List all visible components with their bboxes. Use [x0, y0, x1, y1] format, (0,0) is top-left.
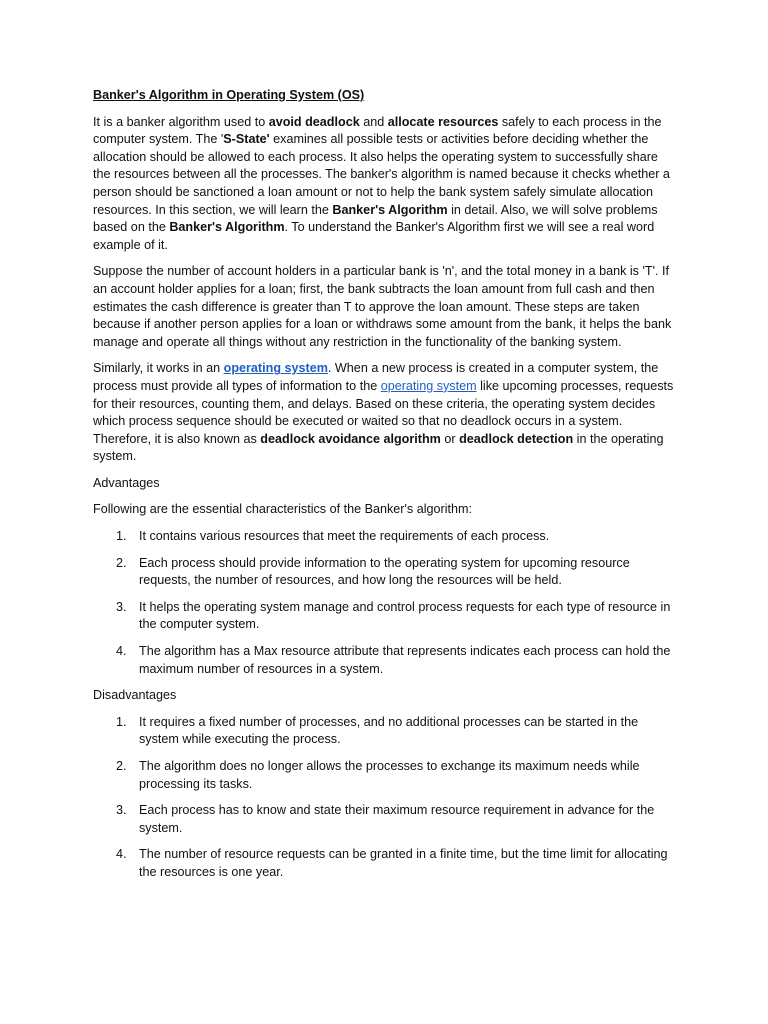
operating-system-link[interactable]: operating system [380, 378, 477, 393]
text-run: like upcoming processes, requests for their resources, counting them, and delays. Based on these criteria, the operating system decides which process sequence should be executed or waited so that no deadlock occurs in a system. Therefore, it is also known as [93, 378, 674, 446]
list-number: 3. [116, 803, 127, 818]
list-item [93, 555, 674, 590]
example-paragraph: Suppose the number of account holders in a particular bank is 'n', and the total money in a bank is 'T'. If an account holder applies for a loan; first, the bank subtracts the loan amount from full cash and then estimates the cash difference is greater than T to approve the loan amount. These steps are taken because if another person applies for a loan or withdraws some amount from the bank, it helps the bank manage and operate all things without any restriction in the functionality of the banking system. [93, 264, 672, 349]
advantages-list [93, 528, 674, 678]
list-item-text: It helps the operating system manage and control process requests for each type of resource in the computer system. [139, 599, 671, 632]
disadvantages-list [93, 714, 674, 882]
advantages-heading: Advantages [93, 475, 160, 490]
list-item [93, 846, 674, 881]
document-title: Banker's Algorithm in Operating System (OS) [93, 88, 365, 102]
advantages-intro: Following are the essential characteristics of the Banker's algorithm: [93, 502, 472, 517]
text-run: Similarly, it works in an [93, 361, 224, 376]
list-number: 2. [116, 759, 127, 773]
bold-deadlock-detection: deadlock detection [459, 431, 574, 446]
list-item [93, 643, 674, 678]
list-number: 2. [116, 555, 127, 570]
list-number: 4. [116, 847, 127, 862]
list-item [93, 758, 674, 793]
list-item [93, 714, 674, 749]
text-run: . When a new process is created in a computer system, the process must provide all types of information to the [93, 361, 659, 393]
os-paragraph [93, 360, 674, 466]
list-number: 1. [116, 529, 127, 544]
list-number: 4. [116, 644, 127, 659]
list-number: 1. [116, 714, 127, 729]
text-run: safely to each process in the computer system. The ' [93, 114, 662, 147]
bold-allocate-resources: allocate resources [387, 114, 499, 129]
list-item-text: It contains various resources that meet the requirements of each process. [139, 529, 550, 544]
bold-s-state: S-State' [223, 132, 270, 147]
list-item-text: The algorithm does no longer allows the processes to exchange its maximum needs while processing its tasks. [139, 759, 640, 791]
text-run: or [440, 431, 460, 446]
text-run: It is a banker algorithm used to [93, 114, 269, 129]
list-item-text: The algorithm has a Max resource attribute that represents indicates each process can hold the maximum number of resources in a system. [139, 644, 671, 676]
text-run: examines all possible tests or activities before deciding whether the allocation should be allowed to each process. It also helps the operating system to successfully share the resources between all the processes. The banker's algorithm is named because it checks whether a person should be sanctioned a loan amount or not to help the bank system safely simulate allocation resources. In this section, we will learn the [93, 132, 670, 217]
list-number: 3. [116, 599, 127, 614]
text-run: and [359, 114, 388, 129]
intro-paragraph [93, 114, 674, 255]
text-run: in detail. Also, we will solve problems based on the [93, 202, 658, 235]
text-run: in the operating system. [93, 431, 664, 464]
list-item-text: Each process has to know and state their maximum resource requirement in advance for the system. [139, 803, 655, 835]
list-item [93, 599, 674, 634]
disadvantages-heading: Disadvantages [93, 688, 177, 703]
bold-bankers-algorithm: Banker's Algorithm [332, 202, 448, 217]
operating-system-link[interactable]: operating system [223, 361, 328, 376]
list-item-text: The number of resource requests can be granted in a finite time, but the time limit for allocating the resources is one year. [139, 847, 668, 879]
bold-deadlock-avoidance: deadlock avoidance algorithm [260, 431, 441, 446]
list-item [93, 528, 674, 546]
list-item-text: Each process should provide information to the operating system for upcoming resource requests, the number of resources, and how long the resources will be held. [139, 555, 630, 588]
bold-bankers-algorithm: Banker's Algorithm [169, 220, 285, 235]
list-item [93, 802, 674, 837]
list-item-text: It requires a fixed number of processes, and no additional processes can be started in the system while executing the process. [139, 714, 639, 747]
bold-avoid-deadlock: avoid deadlock [268, 114, 360, 129]
text-run: . To understand the Banker's Algorithm first we will see a real word example of it. [93, 220, 655, 252]
